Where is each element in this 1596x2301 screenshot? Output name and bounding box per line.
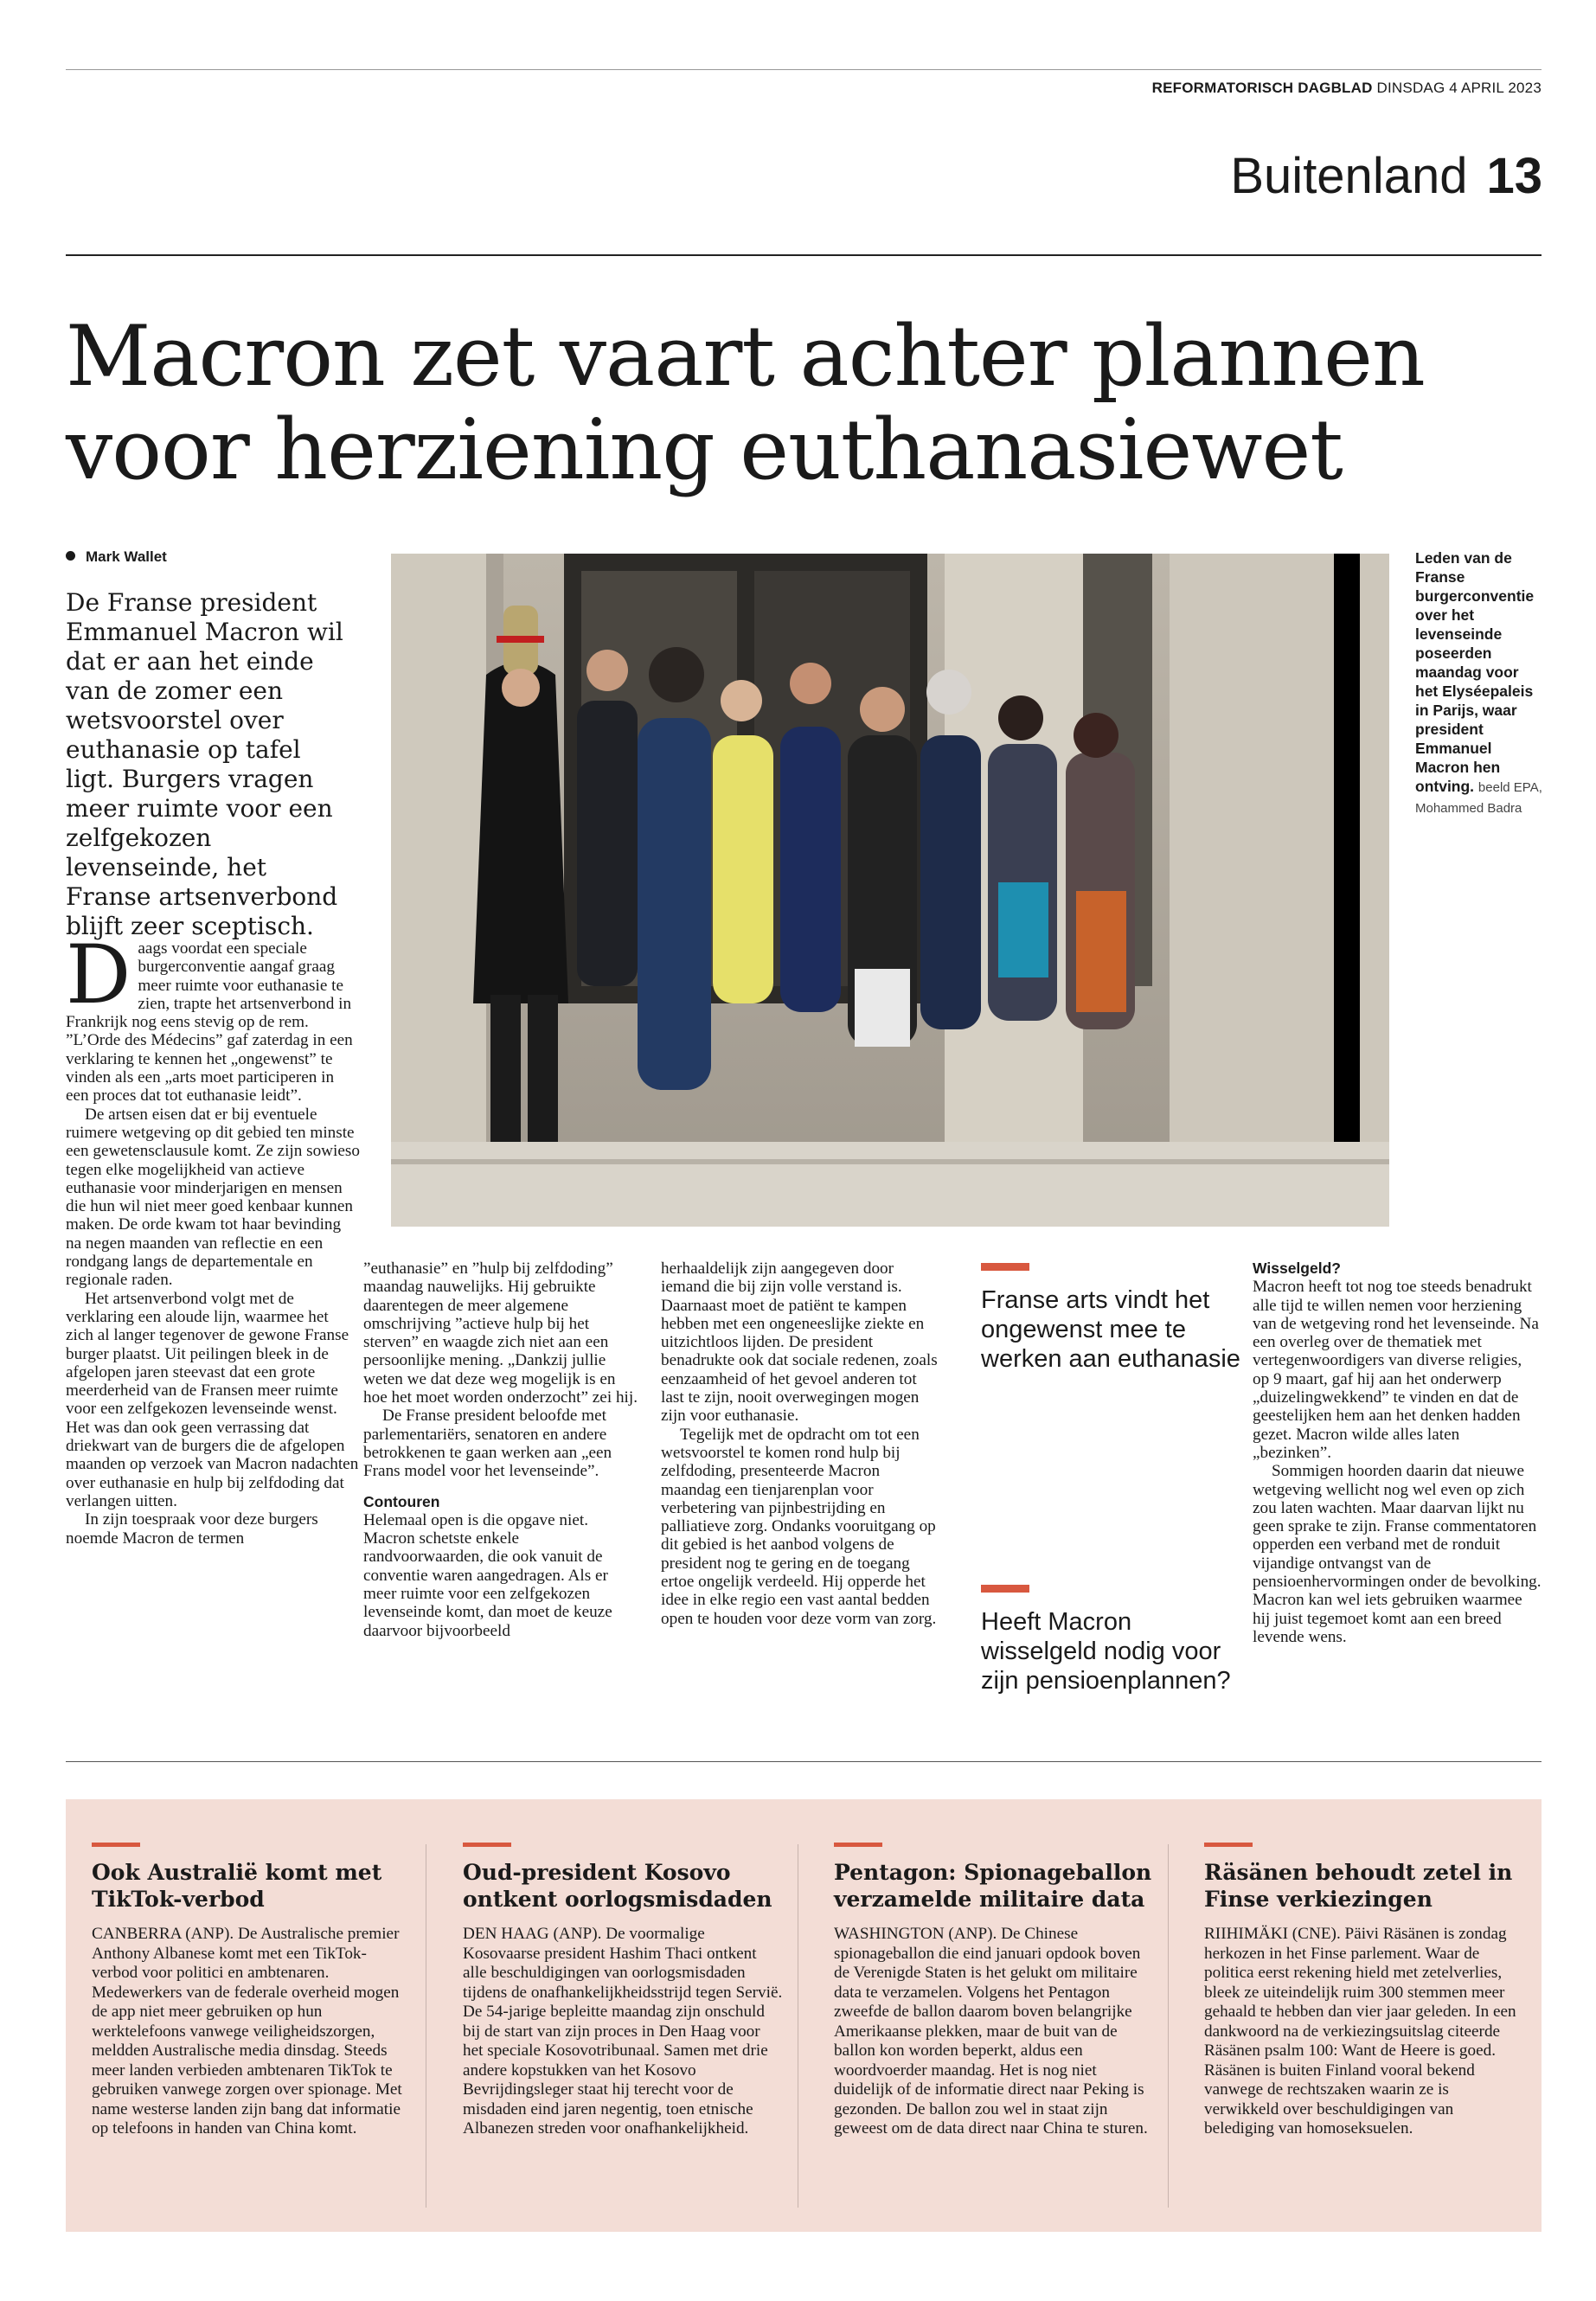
pullquote-bar	[981, 1585, 1029, 1593]
article-column-3	[661, 1259, 938, 1628]
paragraph: aags voordat een speciale burgerconventie aangaf graag meer ruimte voor euthanasie te zien, trapte het artsenverbond in Frankrijk nog eens stevig op de rem. ”L’Orde des Médecins” gaf zaterdag in een verklaring te kennen het „ongewenst” te vinden als een „arts moet participeren in een proces dat tot euthanasie leidt”.	[66, 939, 353, 1106]
brief-accent-bar	[834, 1843, 882, 1847]
brief-text: DEN HAAG (ANP). De voormalige Kosovaarse president Hashim Thaci ontkent alle beschuldigingen van oorlogsmisdaden tijdens de onafhankelijkheidsstrijd tegen Servië. De 54-jarige bepleitte maandag zijn onschuld bij de start van zijn proces in Den Haag voor het speciale Kosovotribunaal. Samen met drie andere kopstukken van het Kosovo Bevrijdingsleger staat hij terecht voor de misdaden eind jaren negentig, toen etnische Albanezen streden voor onafhankelijkheid.	[463, 1925, 783, 2138]
paragraph: Tegelijk met de opdracht om tot een wetsvoorstel te komen rond hulp bij zelfdoding, presenteerde Macron maandag een tienjarenplan voor verbetering van pijnbestrijding en palliatieve zorg. Ondanks vooruitgang op dit gebied is het aanbod volgens de president nog te gering en de toegang ertoe ongelijk verdeeld. Hij opperde het idee in elke regio een vast aantal bedden open te houden voor deze vorm van zorg.	[661, 1425, 937, 1628]
brief-title: Oud-president Kosovo ontkent oorlogsmisdaden	[463, 1860, 772, 1912]
article-column-2	[363, 1259, 640, 1640]
paragraph: Macron heeft tot nog toe steeds benadrukt alle tijd te willen nemen voor herziening van de wetgeving rond het levenseinde. Na een overleg over de thematiek met vertegenwoordigers van diverse religies, op 9 maart, gaf hij aan het onderwerp „duizelingwekkend” te vinden en dat de geestelijken hem aan het denken hadden gezet. Macron wilde alles laten „bezinken”.	[1253, 1278, 1539, 1462]
brief-accent-bar	[463, 1843, 511, 1847]
news-briefs-box	[66, 1799, 1542, 2232]
brief-text: RIIHIMÄKI (CNE). Päivi Räsänen is zondag herkozen in het Finse parlement. Waar de politica eerst rekening hield met zetelverlies, bleek ze uiteindelijk ruim 300 stemmen meer gehaald te hebben dan vier jaar geleden. In een dankwoord na de verkiezingsuitslag citeerde Räsänen psalm 100: Want de Heere is goed. Räsänen is buiten Finland vooral bekend vanwege de rechtszaken waarin ze is verwikkeld over beschuldigingen van belediging van homoseksuelen.	[1204, 1925, 1516, 2138]
brief-text: CANBERRA (ANP). De Australische premier Anthony Albanese komt met een TikTok-verbod voor politici en ambtenaren. Medewerkers van de federale overheid mogen de app niet meer gebruiken op hun werktelefoons vanwege veiligheidszorgen, meldden Australische media dinsdag. Steeds meer landen verbieden ambtenaren TikTok te gebruiken vanwege zorgen over spionage. Met name westerse landen zijn bang dat informatie op telefoons in handen van China komt.	[92, 1925, 402, 2138]
photo-caption: Leden van de Franse burgerconventie over het levenseinde poseerden maandag voor het Elyséepaleis in Parijs, waar president Emmanuel Macron hen ontving. beeld EPA, Mohammed Badra	[1415, 549, 1542, 816]
photo-credit: beeld EPA, Mohammed Badra	[1415, 780, 1542, 816]
brief-title: Pentagon: Spionageballon verzamelde militaire data	[834, 1860, 1152, 1912]
brief-rasanen	[1204, 1843, 1524, 2139]
brief-pentagon	[834, 1843, 1154, 2139]
brief-text: WASHINGTON (ANP). De Chinese spionageballon die eind januari opdook boven de Verenigde Staten is het gelukt om militaire data te verzamelen. Volgens het Pentagon zweefde de ballon daarom boven belangrijke Amerikaanse plekken, maar de buit van de ballon kon worden beperkt, aldus een woordvoerder maandag. Het is nog niet duidelijk of de informatie direct naar Peking is gezonden. De ballon zou wel in staat zijn geweest om de data direct naar China te sturen.	[834, 1925, 1148, 2138]
drop-cap: D	[66, 928, 131, 1022]
masthead: REFORMATORISCH DAGBLAD DINSDAG 4 APRIL 2023	[1151, 80, 1542, 96]
paragraph: De artsen eisen dat er bij eventuele ruimere wetgeving op dit gebied ten minste een gewetensclausule komt. Ze zijn sowieso tegen elke mogelijkheid van actieve euthanasie voor minderjarigen en mensen die hun wil niet meer goed kenbaar kunnen maken. De orde kwam tot haar bevinding na negen maanden van reflectie en een rondgang langs de departementale en regionale raden.	[66, 1105, 360, 1290]
paragraph: herhaaldelijk zijn aangegeven door iemand die bij zijn volle verstand is. Daarnaast moet de patiënt te kampen hebben met een ongeneeslijke ziekte en uitzichtloos lijden. De president benadrukte ook dat sociale redenen, zoals eenzaamheid of het gevoel anderen tot last te zijn, nooit overwegingen mogen zijn voor euthanasie.	[661, 1259, 938, 1426]
brief-title: Räsänen behoudt zetel in Finse verkiezingen	[1204, 1860, 1513, 1912]
brief-title: Ook Australië komt met TikTok-verbod	[92, 1860, 382, 1912]
paragraph: ”euthanasie” en ”hulp bij zelfdoding” maandag nauwelijks. Hij gebruikte daarentegen de meer algemene omschrijving ”actieve hulp bij het sterven” en waagde zich niet aan een persoonlijke mening. „Dankzij jullie weten we dat deze weg mogelijk is en hoe het moet worden onderzocht” zei hij.	[363, 1259, 638, 1407]
pullquote-1: Franse arts vindt het ongewenst mee te werken aan euthanasie	[981, 1286, 1240, 1373]
divider	[1168, 1844, 1169, 2208]
brief-accent-bar	[92, 1843, 140, 1847]
photo-illustration	[391, 554, 1389, 1227]
brief-australia	[92, 1843, 412, 2139]
paragraph: Helemaal open is die opgave niet. Macron schetste enkele randvoorwaarden, die ook vanuit de conventie waren aangedragen. Als er meer ruimte voor een zelfgekozen levenseinde komt, dan moet de keuze daarvoor bijvoorbeeld	[363, 1510, 612, 1640]
article-column-1	[66, 928, 360, 1548]
page-number: 13	[1486, 148, 1542, 204]
paragraph: De Franse president beloofde met parlementariërs, senatoren en andere betrokkenen te gaan werken aan „een Frans model voor het levenseinde”.	[363, 1407, 612, 1481]
pullquote-bar	[981, 1263, 1029, 1271]
pullquote-2: Heeft Macron wisselgeld nodig voor zijn pensioenplannen?	[981, 1608, 1231, 1695]
byline: Mark Wallet	[66, 548, 167, 566]
paragraph: Het artsenverbond volgt met de verklaring een aloude lijn, waarmee het zich al langer tegenover de gewone Franse burger plaatst. Uit peilingen bleek in de afgelopen jaren steevast dat een grote meerderheid van de Fransen meer ruimte voor een zelfgekozen levenseinde wenst. Het was dan ook geen verrassing dat driekwart van de burgers die de afgelopen maanden op verzoek van Macron nadachten over euthanasie en hulp bij zelfdoding dat verlangen uitten.	[66, 1289, 359, 1510]
article-photo	[391, 554, 1389, 1227]
top-rule	[66, 69, 1542, 70]
box-rule	[66, 1761, 1542, 1762]
paragraph: In zijn toespraak voor deze burgers noemde Macron de termen	[66, 1510, 318, 1548]
article-intro: De Franse president Emmanuel Macron wil dat er aan het einde van de zomer een wetsvoorstel over euthanasie op tafel ligt. Burgers vragen meer ruimte voor een zelfgekozen levenseinde, het Franse artsenverbond blijft zeer sceptisch.	[66, 588, 343, 940]
section-rule	[66, 254, 1542, 256]
subheading: Contouren	[363, 1492, 440, 1510]
article-column-5	[1253, 1259, 1542, 1646]
headline: Macron zet vaart achter plannen voor herziening euthanasiewet	[66, 308, 1425, 498]
brief-accent-bar	[1204, 1843, 1253, 1847]
paragraph: Sommigen hoorden daarin dat nieuwe wetgeving wellicht nog wel even op zich zou laten wachten. Maar daarvan lijkt nu geen sprake te zijn. Franse commentatoren opperden een verband met de ronduit vijandige ontvangst van de pensioenhervormingen onder de bevolking. Macron kan wel iets gebruiken waarmee hij juist tegemoet komt aan een breed levende wens.	[1253, 1462, 1542, 1646]
section-header: Buitenland 13	[1230, 148, 1542, 204]
subheading: Wisselgeld?	[1253, 1259, 1341, 1277]
brief-kosovo	[463, 1843, 783, 2139]
